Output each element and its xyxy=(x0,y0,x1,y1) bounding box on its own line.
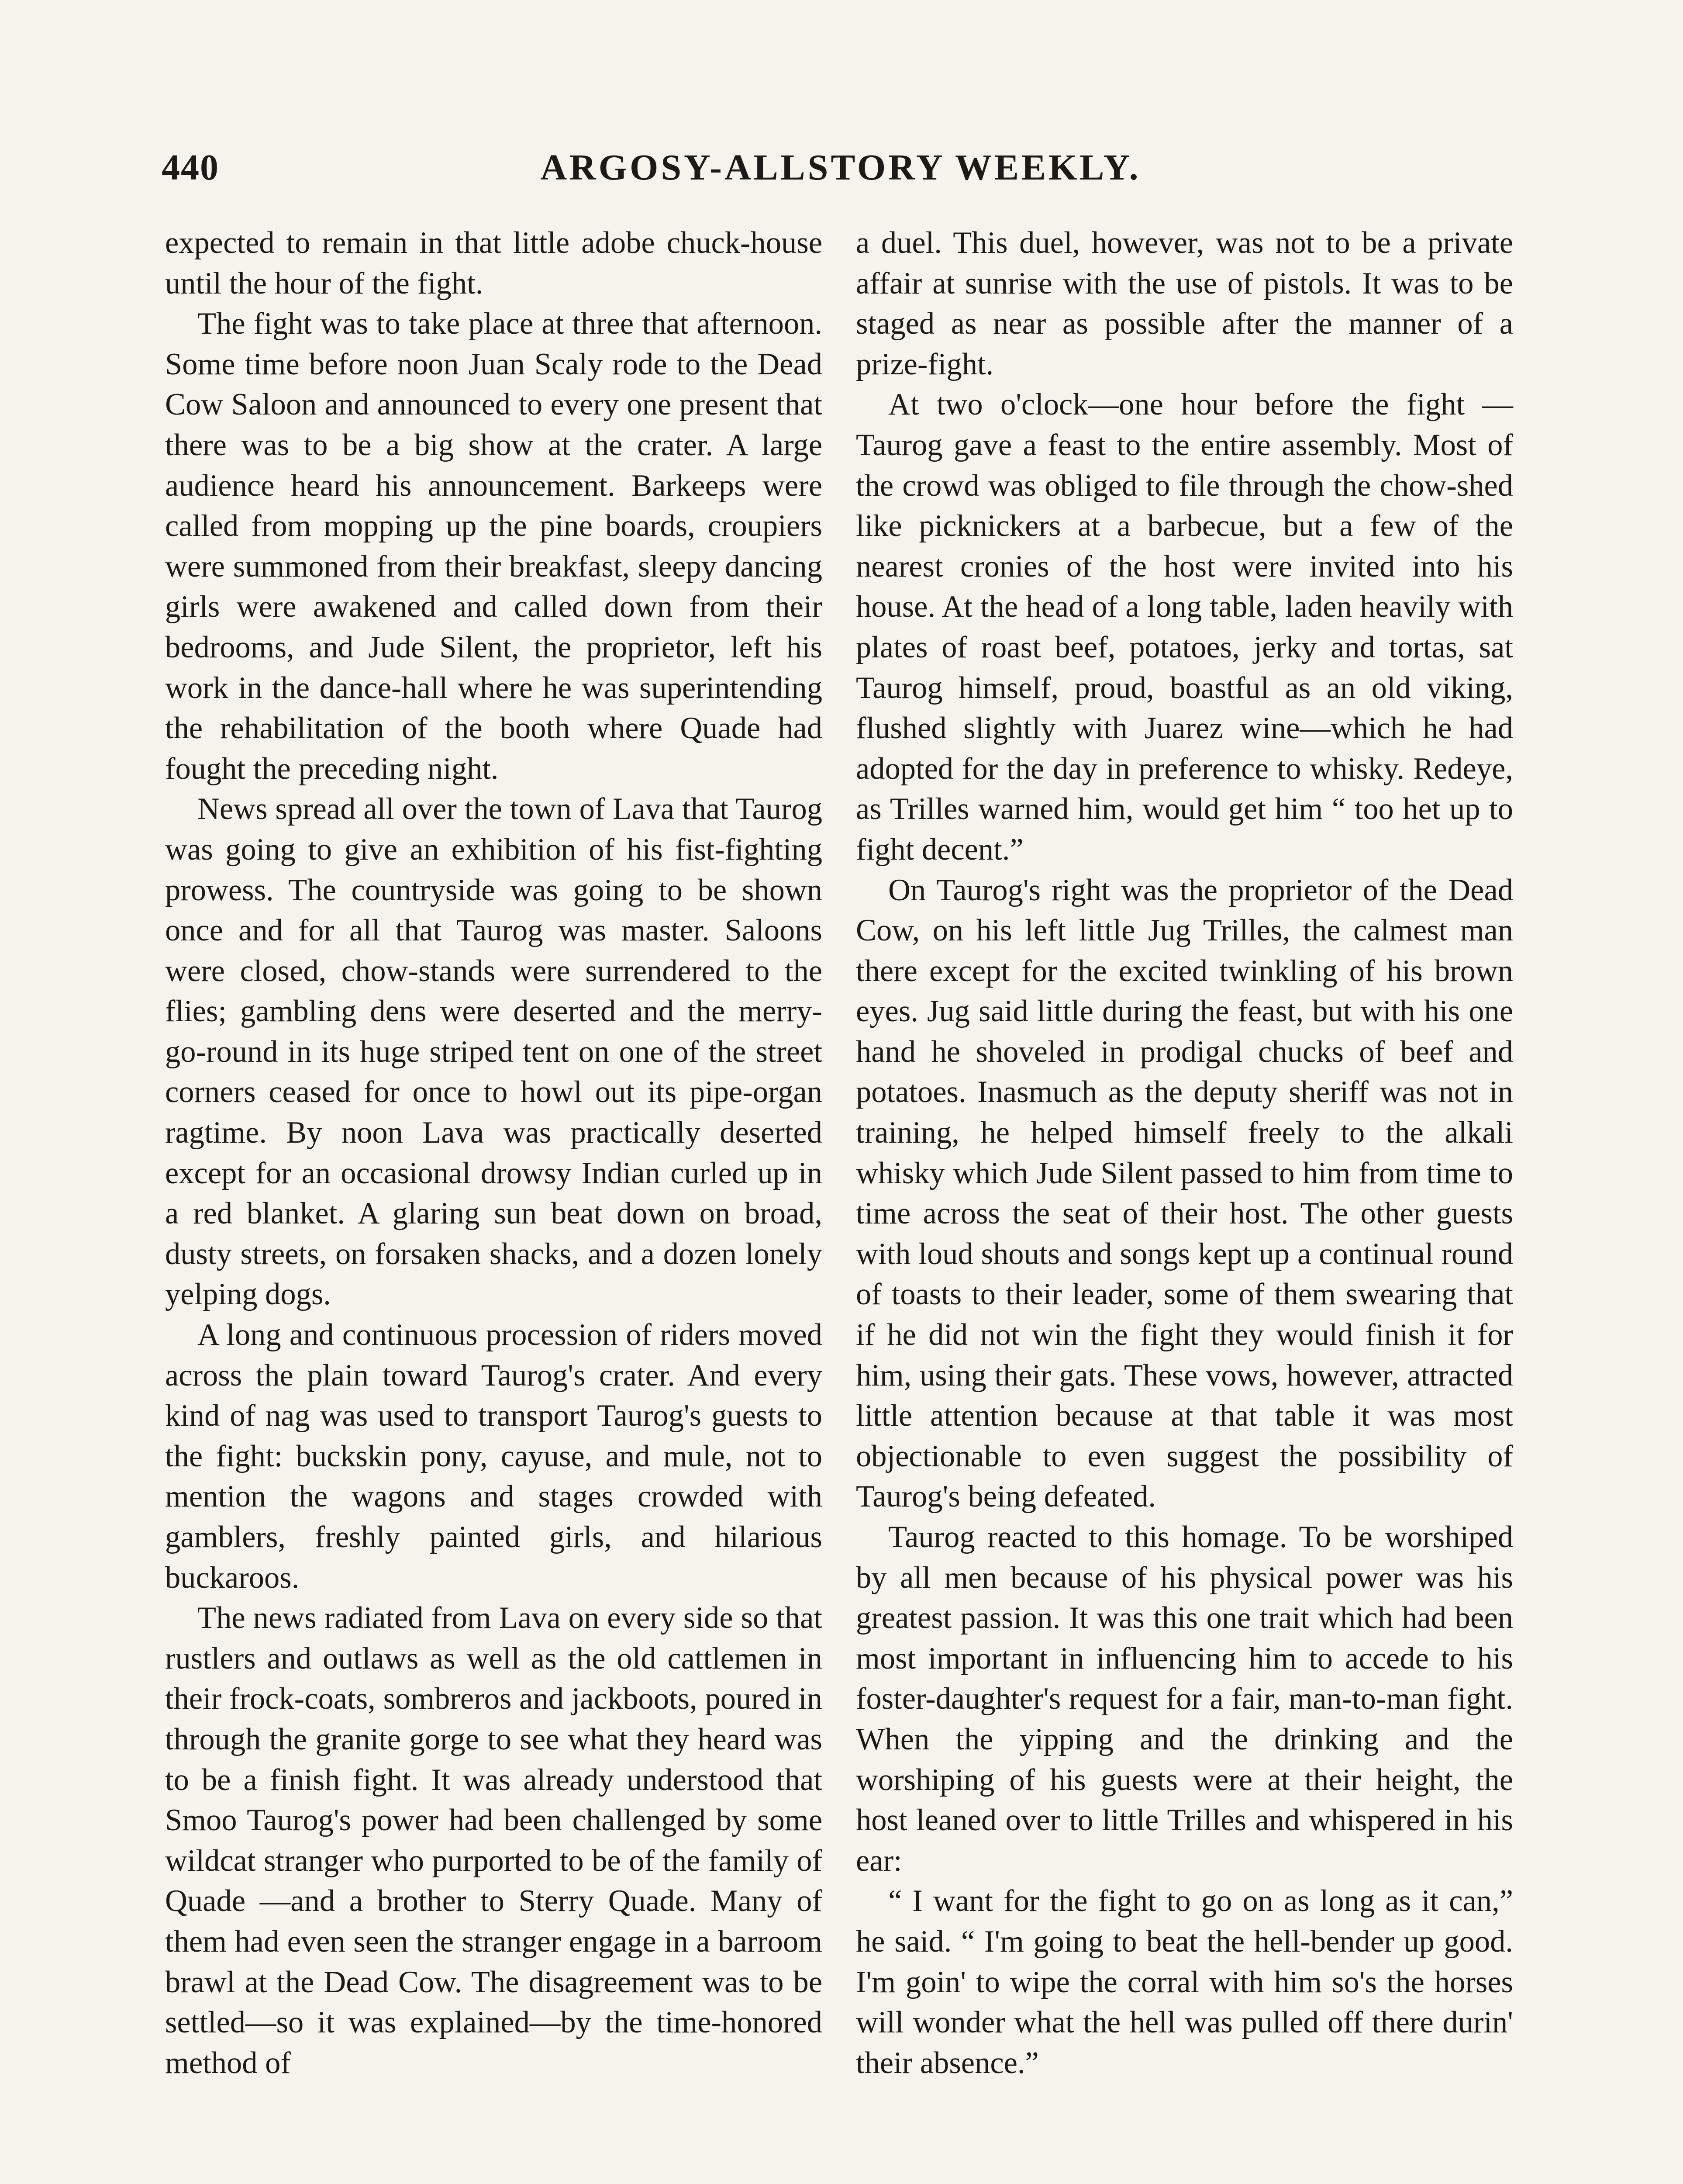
paragraph: “ I want for the fight to go on as long as it can,” he said. “ I'm going to beat the hell-bender up good. I'm goin' to wipe the corral with him so's the horses will wonder what the hell was pulled off there durin' their absence.” xyxy=(856,1884,1513,2080)
page-number: 440 xyxy=(162,147,219,188)
running-title: ARGOSY-ALLSTORY WEEKLY. xyxy=(540,147,1141,188)
paragraph: On Taurog's right was the proprietor of the Dead Cow, on his left little Jug Trilles, the calmest man there except for the excited twinkling of his brown eyes. Jug said little during the feast, but with his one hand he shoveled in prodigal chucks of beef and potatoes. Inasmuch as the deputy sheriff was not in training, he helped himself freely to the alkali whisky which Jude Silent passed to him from time to time across the seat of their host. The other guests with loud shouts and songs kept up a continual round of toasts to their leader, some of them swearing that if he did not win the fight they would finish it for him, using their gats. These vows, however, attracted little attention because at that table it was most objectionable to even suggest the possibility of Taurog's being defeated. xyxy=(856,873,1513,1514)
paragraph: At two o'clock—one hour before the fight —Taurog gave a feast to the entire assembly. Most of the crowd was obliged to file through the chow-shed like picknickers at a barbecue, but a few of the nearest cronies of the host were invited into his house. At the head of a long table, laden heavily with plates of roast beef, potatoes, jerky and tortas, sat Taurog himself, proud, boastful as an old viking, flushed slightly with Juarez wine—which he had adopted for the day in preference to whisky. Redeye, as Trilles warned him, would get him “ too het up to fight decent.” xyxy=(856,387,1513,867)
paragraph: Taurog reacted to this homage. To be worshiped by all men because of his physical power was his greatest passion. It was this one trait which had been most important in influencing him to accede to his foster-daughter's request for a fair, man-to-man fight. When the yipping and the drinking and the worshiping of his guests were at their height, the host leaned over to little Trilles and whispered in his ear: xyxy=(856,1520,1513,1878)
paragraph: The fight was to take place at three that afternoon. Some time before noon Juan Scaly rode to the Dead Cow Saloon and announced to every one present that there was to be a big show at the crater. A large audience heard his announcement. Barkeeps were called from mopping up the pine boards, croupiers were summoned from their breakfast, sleepy dancing girls were awakened and called down from their bedrooms, and Jude Silent, the proprietor, left his work in the dance-hall where he was superintending the rehabilitation of the booth where Quade had fought the preceding night. xyxy=(165,307,822,786)
paragraph: A long and continuous procession of riders moved across the plain toward Taurog's crater. And every kind of nag was used to transport Taurog's guests to the fight: buckskin pony, cayuse, and mule, not to mention the wagons and stages crowded with gamblers, freshly painted girls, and hilarious buckaroos. xyxy=(165,1318,822,1595)
page-header xyxy=(162,146,1520,199)
paragraph: News spread all over the town of Lava that Taurog was going to give an exhibition of his fist-fighting prowess. The countryside was going to be shown once and for all that Taurog was master. Saloons were closed, chow-stands were surrendered to the flies; gambling dens were deserted and the merry-go-round in its huge striped tent on one of the street corners ceased for once to howl out its pipe-organ ragtime. By noon Lava was practically deserted except for an occasional drowsy Indian curled up in a red blanket. A glaring sun beat down on broad, dusty streets, on forsaken shacks, and a dozen lonely yelping dogs. xyxy=(165,792,822,1312)
paragraph: expected to remain in that little adobe chuck-house until the hour of the fight. xyxy=(165,226,822,301)
left-column xyxy=(165,223,822,2083)
right-column xyxy=(856,223,1513,2083)
paragraph: The news radiated from Lava on every side so that rustlers and outlaws as well as the old cattlemen in their frock-coats, sombreros and jackboots, poured in through the granite gorge to see what they heard was to be a finish fight. It was already understood that Smoo Taurog's power had been challenged by some wildcat stranger who purported to be of the family of Quade —and a brother to Sterry Quade. Many of them had even seen the stranger engage in a barroom brawl at the Dead Cow. The disagreement was to be settled—so it was explained—by the time-honored method of xyxy=(165,1601,822,2080)
paragraph: a duel. This duel, however, was not to be a private affair at sunrise with the use of pistols. It was to be staged as near as possible after the manner of a prize-fight. xyxy=(856,226,1513,381)
